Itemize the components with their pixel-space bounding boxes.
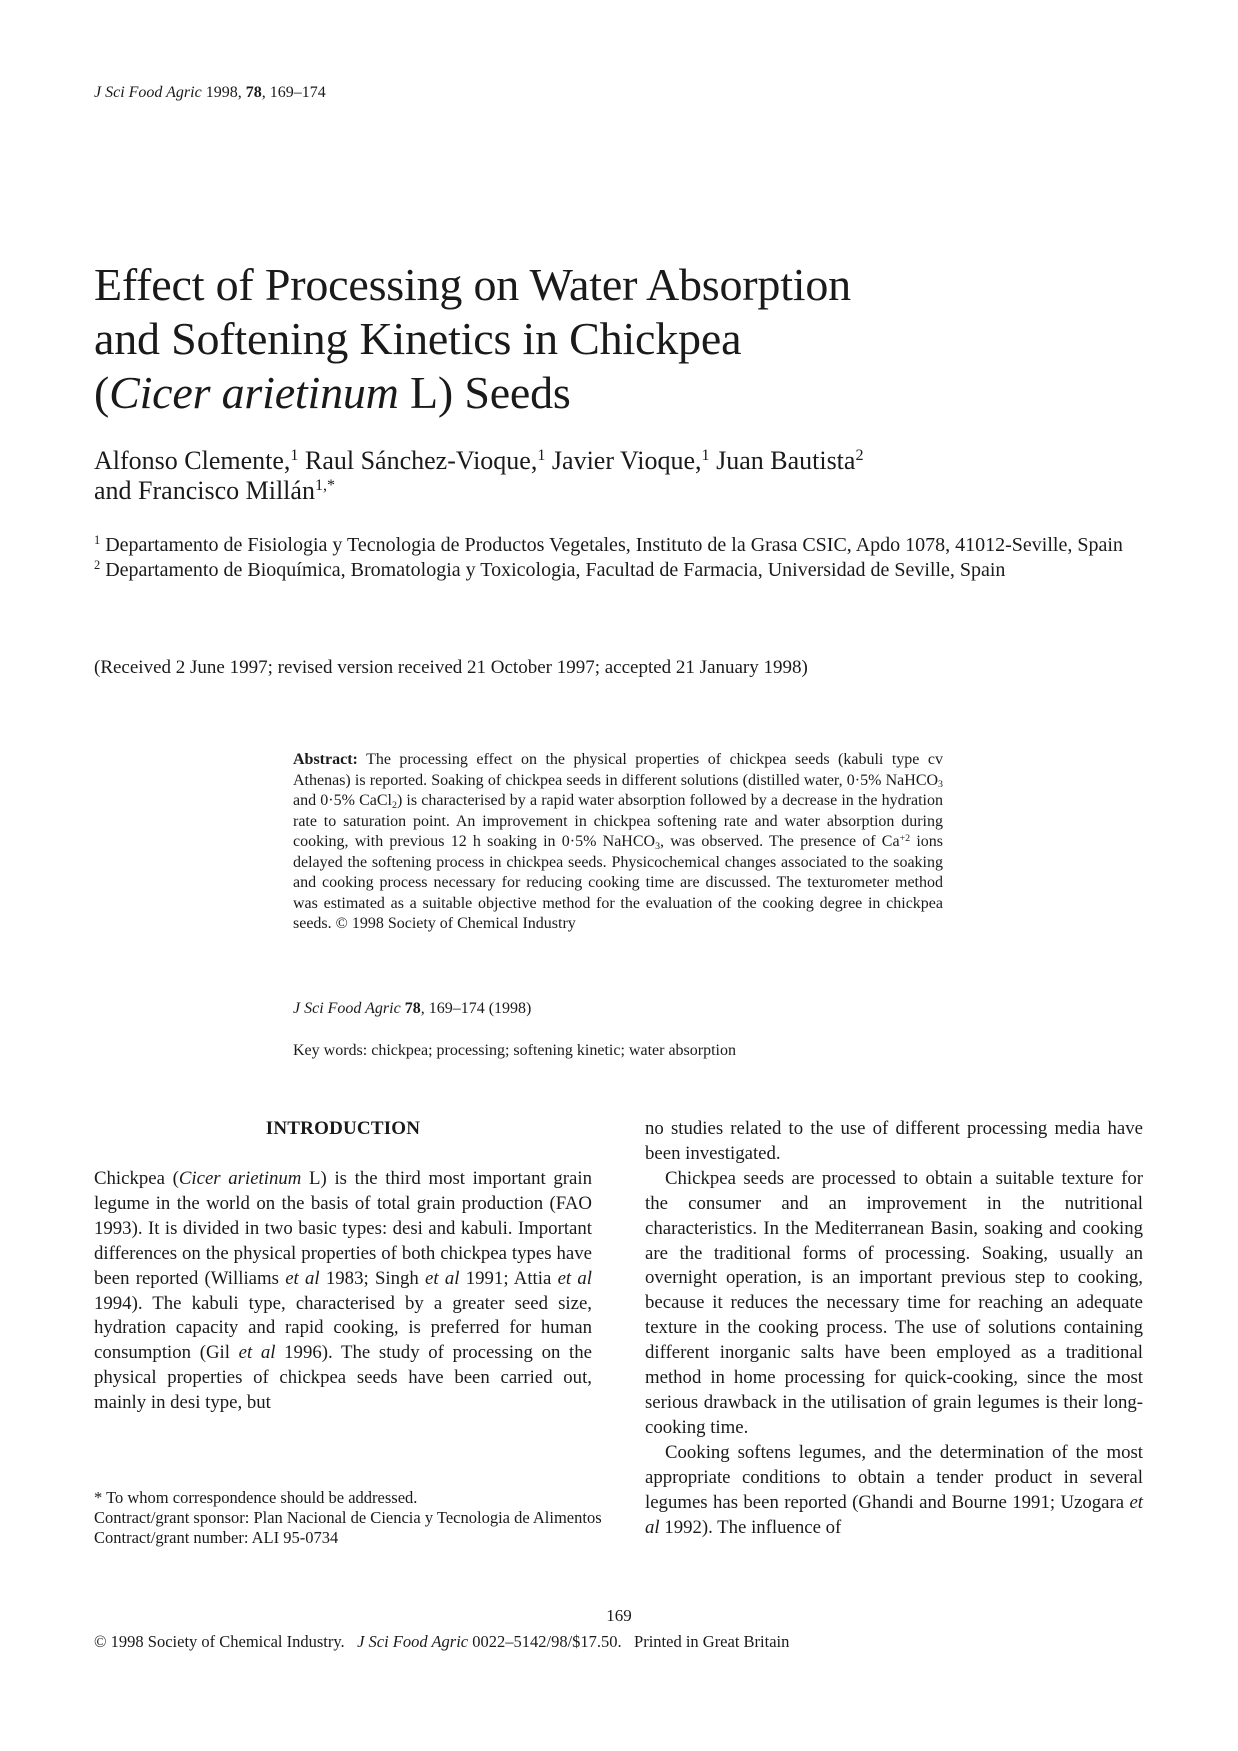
affiliation-text: Departamento de Fisiologia y Tecnologia de Productos Vegetales, Instituto de la Grasa CSIC, Apdo 1078, 41012-Seville, Spain (100, 534, 1123, 556)
author-list (94, 446, 1154, 506)
author-line-1 (94, 446, 1154, 476)
abstract-label: Abstract: (293, 751, 358, 768)
abstract-text: The processing effect on the physical properties of chickpea seeds (kabuli type cv Athenas) is reported. Soaking of chickpea seeds in different solutions (distilled water, 0·5% NaHCO (293, 751, 943, 789)
page-number: 169 (606, 1606, 632, 1625)
author-affil-mark: 1 (290, 447, 299, 465)
affiliation-1 (94, 533, 1154, 558)
title-species: Cicer arietinum (109, 367, 399, 418)
abstract-citation (293, 1000, 531, 1018)
et-al: et al (425, 1267, 460, 1289)
body-column-left (94, 1167, 592, 1416)
title-line-3-end: L) Seeds (398, 367, 571, 418)
running-head-pages: , 169–174 (261, 84, 326, 101)
et-al: et al (238, 1342, 276, 1364)
author-clemente: Alfonso Clemente, (94, 446, 291, 475)
body-text: 1983; Singh (319, 1267, 426, 1289)
superscript: +2 (899, 832, 911, 844)
footnotes (94, 1488, 614, 1548)
affiliations (94, 533, 1154, 583)
intro-paragraph-3 (645, 1441, 1143, 1541)
citation-journal: J Sci Food Agric (293, 1000, 401, 1017)
body-text: 1994). The kabuli type, characterised by a greater seed size, hydration capacity and rapid cooking, is preferred for human consumption (Gil (94, 1292, 592, 1364)
affiliation-text: Departamento de Bioquímica, Bromatologia y Toxicologia, Facultad de Farmacia, Universidad de Seville, Spain (100, 559, 1006, 581)
running-head-year: 1998, (201, 84, 246, 101)
citation-pages: , 169–174 (1998) (420, 1000, 532, 1017)
footer-issn: 0022–5142/98/$17.50. Printed in Great Britain (468, 1632, 790, 1651)
body-text: 1991; Attia (459, 1267, 558, 1289)
running-head-journal: J Sci Food Agric (94, 84, 202, 101)
footnote-grant-number: Contract/grant number: ALI 95-0734 (94, 1528, 339, 1547)
abstract-text: , was observed. The presence of Ca (660, 833, 900, 850)
species-name: Cicer arietinum (178, 1168, 302, 1189)
intro-paragraph-2: Chickpea seeds are processed to obtain a suitable texture for the consumer and an improvement in the nutritional characteristics. In the Mediterranean Basin, soaking and cooking are the traditional forms of processing. Soaking, usually an overnight operation, is an important previous step to cooking, because it reduces the necessary time for reaching an adequate texture in the cooking process. The use of solutions containing different inorganic salts have been employed as a traditional method in home processing for quick-cooking, since the most serious drawback in the utilisation of grain legumes is their long-cooking time. (645, 1167, 1143, 1438)
title-line-1: Effect of Processing on Water Absorption (94, 259, 851, 310)
author-vioque: Javier Vioque, (545, 446, 702, 475)
body-text: L) is the third most important grain legume in the world on the basis of total grain production (FAO 1993). It is divided in two basic types: desi and kabuli. Important differences on the physical properties of both chickpea types have been reported (Williams (94, 1168, 592, 1289)
title-line-2: and Softening Kinetics in Chickpea (94, 313, 742, 364)
keywords: Key words: chickpea; processing; softening kinetic; water absorption (293, 1042, 736, 1059)
page-footer (94, 1632, 789, 1652)
footer-journal: J Sci Food Agric (357, 1632, 469, 1651)
et-al: et al (557, 1267, 593, 1289)
article-title (94, 258, 1154, 420)
et-al: et al (645, 1491, 1143, 1538)
section-heading-introduction: INTRODUCTION (265, 1118, 421, 1139)
subscript: 3 (938, 779, 943, 791)
affiliation-2 (94, 558, 1154, 583)
title-line-3 (94, 366, 1154, 420)
author-bautista: Juan Bautista (709, 446, 856, 475)
author-line-2 (94, 476, 1154, 506)
subscript: 3 (655, 840, 661, 852)
footer-copyright: © 1998 Society of Chemical Industry. (94, 1632, 358, 1651)
abstract-text: and 0·5% CaCl (293, 792, 392, 809)
abstract-text: ions delayed the softening process in chickpea seeds. Physicochemical changes associated to the soaking and cooking process necessary for reducing cooking time are discussed. The texturometer method was estimated as a suitable objective method for the evaluation of the cooking degree in chickpea seeds. © 1998 Society of Chemical Industry (293, 833, 944, 932)
footnote-grant-sponsor: Contract/grant sponsor: Plan Nacional de Ciencia y Tecnologia de Alimentos (94, 1508, 602, 1527)
running-head-volume: 78 (245, 84, 262, 101)
author-sanchez-vioque: Raul Sánchez-Vioque, (298, 446, 538, 475)
intro-paragraph-1 (94, 1167, 592, 1416)
author-affil-mark: 1 (537, 447, 546, 465)
author-affil-mark: 2 (855, 447, 864, 465)
body-text: Cooking softens legumes, and the determination of the most appropriate conditions to obtain a tender product in several legumes has been reported (Ghandi and Bourne 1991; Uzogara (645, 1441, 1143, 1513)
body-text: 1996). The study of processing on the physical properties of chickpea seeds have been carried out, mainly in desi type, but (94, 1342, 592, 1414)
abstract (293, 750, 943, 935)
title-paren-open: ( (94, 367, 110, 418)
et-al: et al (285, 1267, 320, 1289)
affiliation-number: 1 (94, 533, 101, 548)
running-head (94, 84, 326, 102)
affiliation-number: 2 (94, 558, 101, 573)
intro-paragraph-1-cont: no studies related to the use of different processing media have been investigated. (645, 1118, 1143, 1164)
author-affil-mark: 1,* (314, 477, 336, 495)
body-text: 1992). The influence of (659, 1516, 842, 1538)
author-millan: and Francisco Millán (94, 476, 315, 505)
footnote-correspondence: * To whom correspondence should be addressed. (94, 1488, 418, 1507)
received-dates: (Received 2 June 1997; revised version received 21 October 1997; accepted 21 January 1998) (94, 657, 808, 678)
body-column-right (645, 1117, 1143, 1540)
subscript: 2 (391, 799, 397, 811)
citation-volume: 78 (404, 1000, 421, 1017)
abstract-text: ) is characterised by a rapid water absorption followed by a decrease in the hydration rate to saturation point. An improvement in chickpea softening rate and water absorption during cooking, with previous 12 h soaking in 0·5% NaHCO (293, 792, 943, 850)
author-affil-mark: 1 (701, 447, 710, 465)
body-text: Chickpea ( (94, 1168, 179, 1189)
